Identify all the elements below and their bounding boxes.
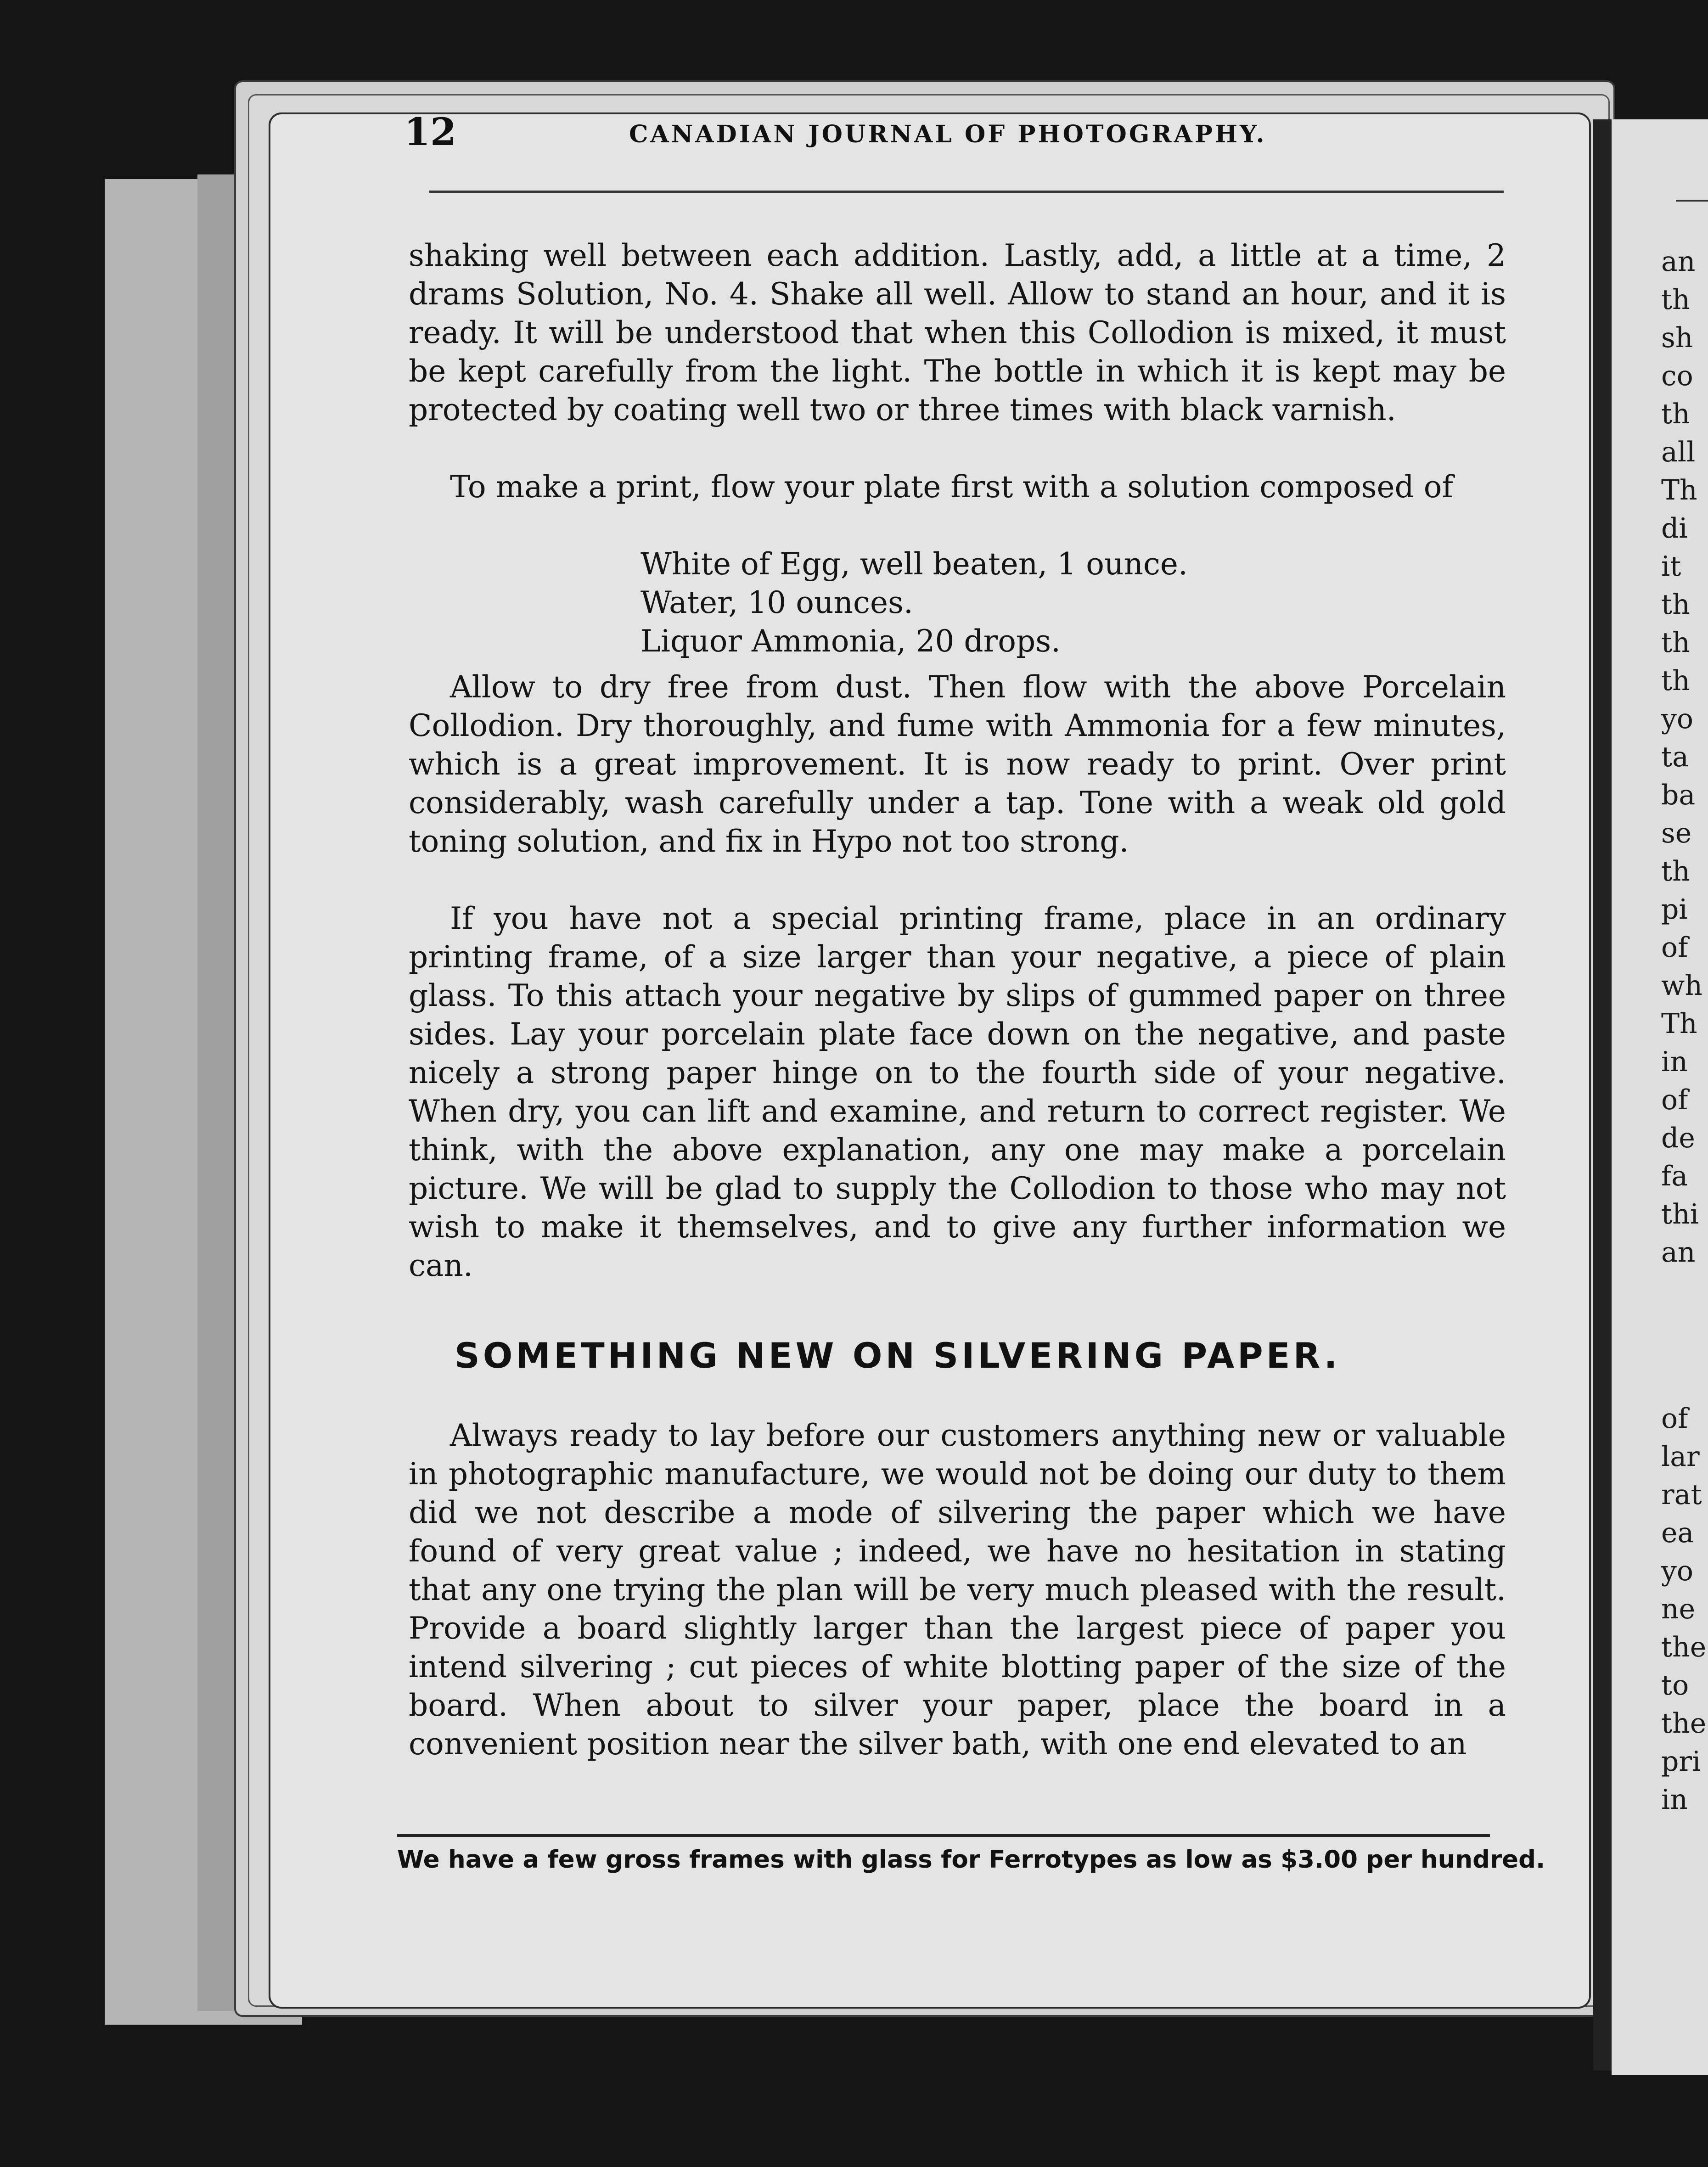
paragraph-collodion-instructions: shaking well between each addition. Lastly, add, a little at a time, 2 drams Solution, No. 4. Shake all well. Allow to stand an hour, and it is ready. It will be understood that when this Collodion is mixed, it must be kept carefully from the light. The bottle in which it is kept may be protected by coating well two or three times with black varnish. [409, 238, 1506, 427]
facing-page-line: of [1661, 1403, 1688, 1435]
recipe-item: White of Egg, well beaten, 1 ounce. [640, 546, 1188, 582]
facing-page-line: th [1661, 627, 1690, 659]
facing-page-line: rat [1661, 1479, 1702, 1511]
facing-page-line: th [1661, 589, 1690, 621]
facing-page-line: the [1661, 1707, 1707, 1740]
footer-advertisement: We have a few gross frames with glass for Ferrotypes as low as $3.00 per hundred. [397, 1846, 1545, 1874]
facing-page-line: it [1661, 550, 1681, 583]
facing-page-line: ta [1661, 741, 1689, 773]
facing-page-line: of [1661, 1084, 1688, 1116]
paragraph-drying-toning: Allow to dry free from dust. Then flow with the above Porcelain Collodion. Dry thoroughly, and fume with Ammonia for a few minutes, which is a great improvement. It is now ready to print. Over print considerably, wash carefully under a tap. Tone with a weak old gold toning solution, and fix in Hypo not too strong. [409, 669, 1506, 859]
page-number: 12 [404, 110, 457, 154]
running-header: CANADIAN JOURNAL OF PHOTOGRAPHY. [629, 120, 1267, 148]
paragraph-make-print: To make a print, flow your plate first with a solution composed of [450, 469, 1453, 505]
facing-page-line: Th [1661, 1008, 1697, 1040]
facing-page-line: yo [1661, 1555, 1694, 1587]
facing-page [1612, 119, 1708, 2075]
header-rule [429, 191, 1504, 193]
facing-page-line: Th [1661, 474, 1697, 506]
facing-page-line: yo [1661, 703, 1694, 735]
facing-page-line: pri [1661, 1746, 1701, 1778]
facing-page-line: the [1661, 1631, 1707, 1663]
facing-page-line: th [1661, 398, 1690, 430]
paragraph-silvering-paper: Always ready to lay before our customers anything new or valuable in photographic manufacture, we would not be doing our duty to them did we not describe a mode of silvering the paper which we have found of very great value ; indeed, we have no hesitation in stating that any one trying the plan will be very much pleased with the result. Provide a board slightly larger than the largest piece of paper you intend silvering ; cut pieces of white blotting paper of the size of the board. When about to silver your paper, place the board in a convenient position near the silver bath, with one end elevated to an [409, 1418, 1506, 1762]
facing-page-line: wh [1661, 970, 1702, 1002]
facing-page-line: th [1661, 284, 1690, 316]
facing-page-line: di [1661, 512, 1688, 545]
book-gutter [1593, 119, 1612, 2071]
recipe-item: Liquor Ammonia, 20 drops. [640, 623, 1061, 659]
facing-page-line: th [1661, 665, 1690, 697]
recipe-list [640, 545, 1188, 661]
paragraph-printing-frame: If you have not a special printing frame, place in an ordinary printing frame, of a size larger than your negative, a piece of plain glass. To this attach your negative by slips of gummed paper on three sides. Lay your porcelain plate face down on the negative, and paste nicely a strong paper hinge on to the fourth side of your negative. When dry, you can lift and examine, and return to correct register. We think, with the above explanation, any one may make a porcelain picture. We will be glad to supply the Collodion to those who may not wish to make it themselves, and to give any further information we can. [409, 901, 1506, 1283]
facing-page-line: ne [1661, 1593, 1696, 1625]
facing-page-line: to [1661, 1669, 1689, 1701]
footer-rule [397, 1834, 1490, 1837]
facing-page-line: ea [1661, 1517, 1694, 1549]
facing-page-line: an [1661, 1236, 1696, 1269]
facing-page-line: ba [1661, 779, 1696, 811]
facing-page-line: de [1661, 1122, 1695, 1154]
facing-page-line: fa [1661, 1160, 1688, 1192]
section-heading: SOMETHING NEW ON SILVERING PAPER. [455, 1335, 1341, 1376]
recipe-item: Water, 10 ounces. [640, 585, 913, 620]
facing-page-line: an [1661, 246, 1696, 278]
facing-page-line: pi [1661, 893, 1688, 926]
facing-page-line: th [1661, 855, 1690, 887]
facing-page-line: in [1661, 1046, 1688, 1078]
facing-page-line: in [1661, 1784, 1688, 1816]
facing-page-line: of [1661, 932, 1688, 964]
facing-page-rule [1676, 200, 1708, 202]
facing-page-line: thi [1661, 1198, 1699, 1230]
facing-page-line: se [1661, 817, 1692, 849]
facing-page-line: all [1661, 436, 1696, 468]
facing-page-line: lar [1661, 1441, 1700, 1473]
facing-page-line: sh [1661, 322, 1693, 354]
facing-page-line: co [1661, 360, 1693, 392]
